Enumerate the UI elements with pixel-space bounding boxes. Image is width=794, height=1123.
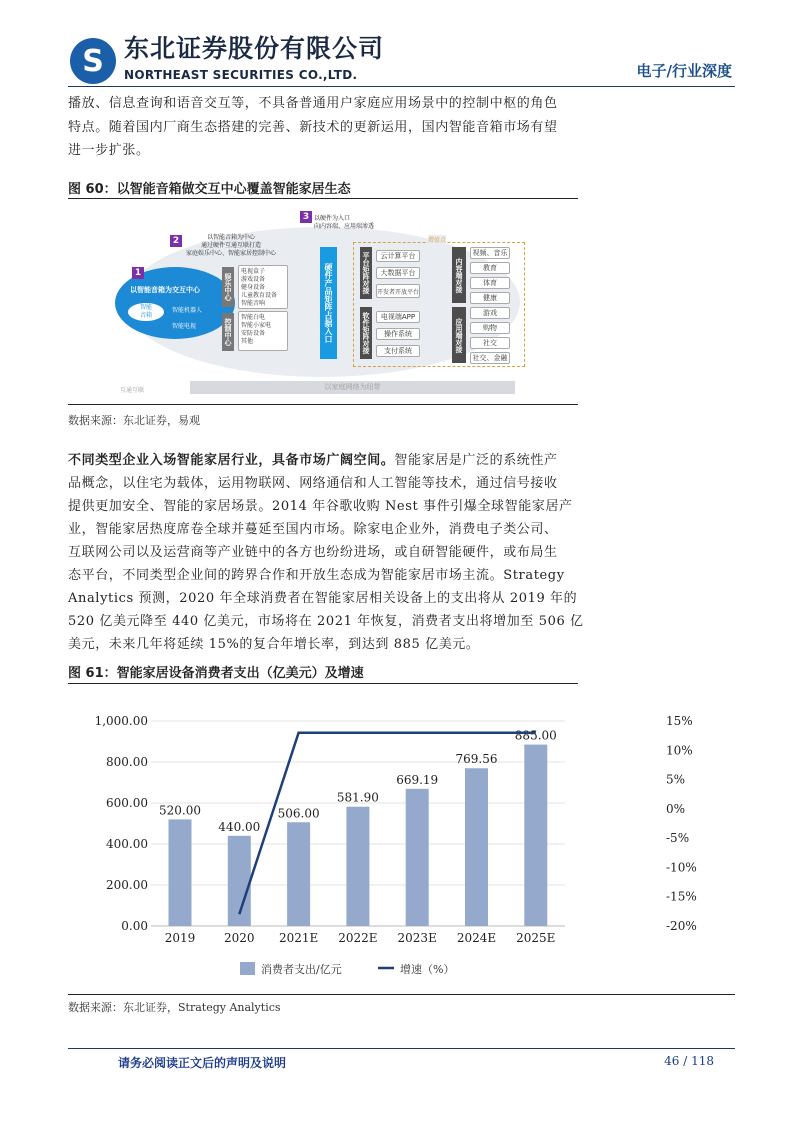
- bar-value-label: 769.56: [455, 752, 498, 767]
- intro-line: 特点。随着国内厂商生态搭建的完善、新技术的更新运用，国内智能音箱市场有望: [68, 120, 558, 135]
- legend-line-label: 增速（%）: [400, 963, 455, 976]
- tv-label: 智能电视: [172, 323, 197, 330]
- x-tick-label: 2021E: [278, 931, 319, 945]
- application-side: 应用端对接: [452, 307, 466, 363]
- y-tick-label: 800.00: [106, 755, 148, 769]
- x-tick-label: 2019: [164, 931, 196, 945]
- software-item: 操作系统: [376, 328, 420, 340]
- y2-tick-label: -20%: [666, 919, 697, 933]
- x-tick-label: 2024E: [456, 931, 497, 945]
- y2-tick-label: 10%: [666, 743, 693, 758]
- step-2-label: 以智能音箱为中心 通过硬件互通互联打造 家庭娱乐中心、智能家居控制中心: [186, 234, 277, 257]
- y2-tick-label: -10%: [666, 860, 697, 875]
- application-item: 社交: [470, 337, 510, 349]
- legend-bar-label: 消费者支出/亿元: [261, 963, 342, 976]
- para-line: 美元，未来几年将延续 15%的复合年增长率，到达到 885 亿美元。: [68, 637, 480, 652]
- para-line: 520 亿美元降至 440 亿美元，市场将在 2021 年恢复，消费者支出将增加至 506 亿: [68, 614, 584, 629]
- intro-line: 进一步扩张。: [68, 143, 150, 158]
- bar: [465, 768, 488, 926]
- para-text: 智能家居是广泛的系统性产: [394, 453, 558, 468]
- company-logo: S: [70, 38, 116, 84]
- content-item: 体育: [470, 277, 510, 289]
- software-matrix: 软件矩阵对接: [360, 307, 372, 359]
- software-item: 电视端APP: [376, 311, 420, 323]
- bar-value-label: 581.90: [336, 790, 379, 805]
- application-item: 社交、金融: [470, 352, 510, 364]
- y-tick-label: 1,000.00: [94, 714, 148, 728]
- application-item: 购物: [470, 322, 510, 334]
- para-line: 业，智能家居热度席卷全球并蔓延至国内市场。除家电企业外，消费电子类公司、: [68, 522, 558, 537]
- home-network-base: 以家庭网络为纽带: [190, 381, 515, 394]
- x-tick-label: 2022E: [338, 931, 378, 945]
- platform-matrix: 平台矩阵对接: [360, 247, 372, 299]
- entertainment-devices: 电视盒子 游戏设备 健身设备 儿童教育设备 智能音响: [238, 265, 288, 309]
- hardware-entry: 硬件产品矩阵占据入口: [320, 247, 337, 359]
- y2-tick-label: 15%: [666, 714, 693, 728]
- platform-item: 开发者开放平台: [376, 284, 420, 298]
- control-center: 控制中心: [222, 313, 234, 351]
- x-tick-label: 2020: [224, 931, 255, 945]
- control-devices: 智能白电 智能小家电 安防设备 其他: [238, 311, 288, 351]
- step-3-badge: 3: [300, 211, 312, 223]
- page-number: 46 / 118: [664, 1054, 714, 1068]
- platform-item: 大数据平台: [376, 267, 420, 279]
- para-line: 品概念，以住宅为载体，运用物联网、网络通信和人工智能等技术，通过信号接收: [68, 476, 558, 491]
- bar-value-label: 506.00: [277, 806, 320, 821]
- interconnect-label: 互通互联: [120, 387, 145, 394]
- bar-value-label: 669.19: [396, 772, 439, 787]
- step-3-label: 以硬件为入口 向内容端、应用端渗透: [314, 215, 375, 230]
- company-name-cn: 东北证券股份有限公司: [124, 34, 385, 63]
- figure-60-source: 数据来源：东北证券，易观: [68, 414, 200, 427]
- x-tick-label: 2023E: [397, 931, 437, 945]
- bar: [524, 745, 547, 926]
- y-tick-label: 200.00: [106, 878, 148, 892]
- para-bold-lead: 不同类型企业入场智能家居行业，具备市场广阔空间。: [68, 453, 395, 468]
- para-line: 互联网公司以及运营商等产业链中的各方也纷纷进场，或自研智能硬件，或布局生: [68, 545, 558, 560]
- content-item: 教育: [470, 262, 510, 274]
- step-1-label: 以智能音箱为交互中心: [130, 286, 200, 294]
- bar: [346, 807, 369, 926]
- para-line: 提供更加安全、智能的家居场景。2014 年谷歌收购 Nest 事件引爆全球智能家居产: [68, 499, 573, 514]
- bar: [169, 819, 192, 926]
- figure-60-title: 图 60：以智能音箱做交互中心覆盖智能家居生态: [68, 182, 351, 197]
- x-tick-label: 2025E: [516, 931, 556, 945]
- bar-value-label: 520.00: [159, 803, 201, 818]
- y2-tick-label: -5%: [666, 831, 690, 846]
- y2-tick-label: 0%: [666, 801, 686, 816]
- y-tick-label: 600.00: [106, 796, 148, 810]
- para-line: 态平台，不同类型企业间的跨界合作和开放生态成为智能家居市场主流。Strategy: [68, 568, 565, 583]
- content-item: 健康: [470, 292, 510, 304]
- figure-61-title: 图 61：智能家居设备消费者支出（亿美元）及增速: [68, 666, 364, 681]
- bar-value-label: 440.00: [218, 819, 261, 834]
- speaker-node: 智能 音箱: [128, 303, 164, 321]
- robot-label: 智能机器人: [172, 307, 203, 314]
- footer-rule: [68, 1048, 735, 1049]
- content-item: 视频、音乐: [470, 247, 510, 259]
- intro-line: 播放、信息查询和语音交互等，不具备普通用户家庭应用场景中的控制中枢的角色: [68, 96, 558, 111]
- y2-tick-label: 5%: [666, 772, 686, 787]
- bar: [287, 822, 310, 926]
- bar: [406, 789, 429, 926]
- step-1-badge: 1: [132, 267, 144, 279]
- value-add-label: 增值点: [428, 237, 447, 244]
- figure-61-source: 数据来源：东北证券，Strategy Analytics: [68, 1001, 281, 1014]
- report-category: 电子/行业深度: [636, 62, 732, 80]
- company-name-en: NORTHEAST SECURITIES CO.,LTD.: [124, 68, 358, 82]
- step-2-badge: 2: [170, 235, 182, 247]
- y2-tick-label: -15%: [666, 889, 697, 904]
- software-item: 支付系统: [376, 345, 420, 357]
- entertainment-center: 娱乐中心: [222, 267, 234, 307]
- content-side: 内容端对接: [452, 247, 466, 303]
- bar-value-label: 885.00: [514, 728, 557, 743]
- application-item: 游戏: [470, 307, 510, 319]
- y-tick-label: 0.00: [121, 919, 148, 933]
- para-line: Analytics 预测，2020 年全球消费者在智能家居相关设备上的支出将从 2019 年的: [68, 591, 578, 606]
- figure-rule: [68, 994, 735, 995]
- y-tick-label: 400.00: [106, 837, 148, 851]
- platform-item: 云计算平台: [376, 250, 420, 262]
- footer-disclaimer: 请务必阅读正文后的声明及说明: [118, 1056, 287, 1070]
- legend-bar-swatch: [240, 962, 255, 975]
